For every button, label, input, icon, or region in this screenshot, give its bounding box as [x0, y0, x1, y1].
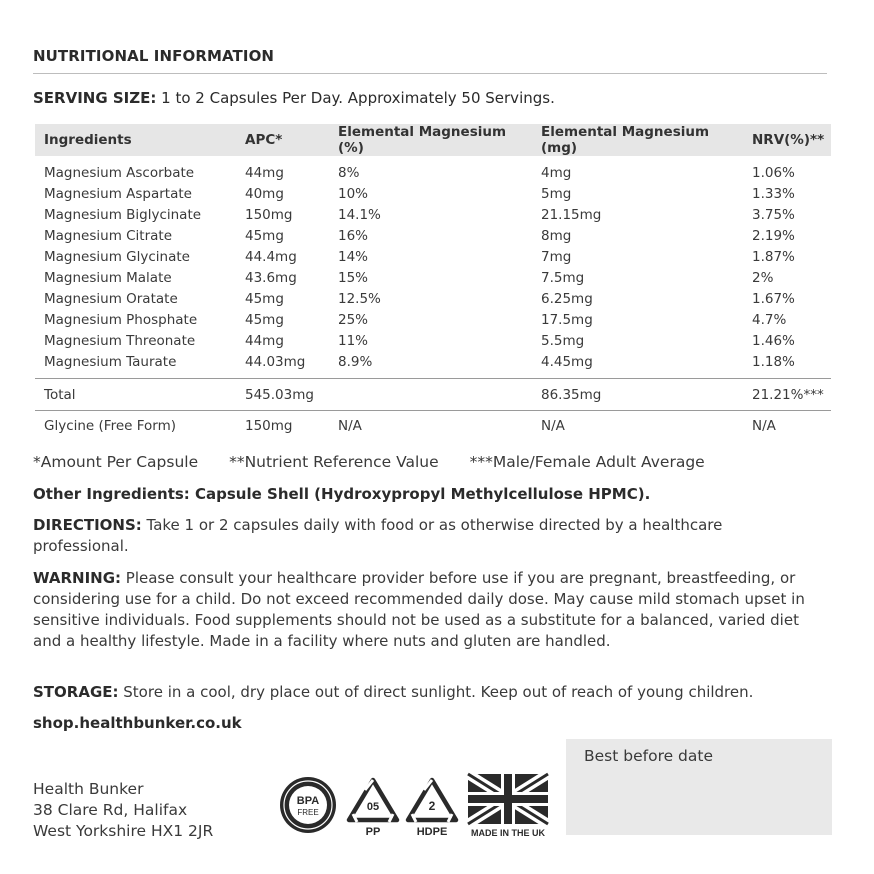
cell-elemental-mg: 17.5mg — [541, 311, 593, 328]
table-row — [35, 183, 831, 204]
hdpe-label: HDPE — [416, 826, 448, 838]
cell-elemental-mg: 21.15mg — [541, 206, 602, 223]
cell-nrv: 1.33% — [752, 185, 795, 202]
footnote-average: ***Male/Female Adult Average — [469, 453, 705, 471]
cell-elemental-percent: 8% — [338, 164, 360, 181]
footnote-nrv: **Nutrient Reference Value — [229, 453, 439, 471]
cell-nrv: 4.7% — [752, 311, 787, 328]
cell-apc: 45mg — [245, 290, 284, 307]
warning — [33, 568, 808, 652]
cell-nrv: 1.67% — [752, 290, 795, 307]
cell-total-label: Total — [35, 379, 236, 411]
cell-elemental-mg: 8mg — [541, 227, 572, 244]
cell-ingredient: Magnesium Biglycinate — [44, 206, 202, 223]
cell-ingredient: Magnesium Phosphate — [44, 311, 198, 328]
table-row — [35, 225, 831, 246]
cell-nrv: 1.18% — [752, 353, 795, 370]
directions-text: Take 1 or 2 capsules daily with food or as otherwise directed by a healthcare professional. — [33, 516, 723, 555]
directions — [33, 515, 813, 557]
table-row — [35, 309, 831, 330]
table-glycine-row — [35, 411, 831, 442]
made-in-uk-label: MADE IN THE UK — [471, 828, 545, 838]
website — [33, 713, 813, 734]
cell-nrv: 1.87% — [752, 248, 795, 265]
cell-ingredient: Magnesium Oratate — [44, 290, 178, 307]
cell-nrv: 2.19% — [752, 227, 795, 244]
table-row — [35, 330, 831, 351]
directions-label: DIRECTIONS: — [33, 516, 142, 534]
cell-elemental-mg: 7mg — [541, 248, 572, 265]
cell-ingredient: Magnesium Ascorbate — [44, 164, 195, 181]
column-header-elemental-percent: Elemental Magnesium (%) — [329, 124, 532, 156]
cell-elemental-percent: 8.9% — [338, 353, 373, 370]
cell-elemental-mg: 5.5mg — [541, 332, 585, 349]
storage-text: Store in a cool, dry place out of direct sunlight. Keep out of reach of young children. — [118, 683, 754, 701]
table-row — [35, 288, 831, 309]
cell-glycine-apc: 150mg — [236, 411, 329, 442]
serving-size — [33, 89, 555, 107]
cell-glycine-elemental-mg: N/A — [532, 411, 743, 442]
cell-glycine-nrv: N/A — [743, 411, 831, 442]
cell-elemental-mg: 4mg — [541, 164, 572, 181]
cell-elemental-mg: 4.45mg — [541, 353, 593, 370]
free-label: FREE — [297, 808, 319, 817]
cell-elemental-percent: 11% — [338, 332, 369, 349]
hdpe-code: 2 — [428, 799, 436, 813]
column-header-elemental-mg: Elemental Magnesium (mg) — [532, 124, 743, 156]
cell-elemental-mg: 6.25mg — [541, 290, 593, 307]
best-before-box — [566, 739, 832, 835]
cell-ingredient: Magnesium Taurate — [44, 353, 177, 370]
table-row — [35, 267, 831, 288]
cell-nrv: 3.75% — [752, 206, 795, 223]
nutrition-table — [35, 124, 831, 441]
cell-elemental-mg: 5mg — [541, 185, 572, 202]
cell-elemental-percent: 16% — [338, 227, 369, 244]
storage — [33, 682, 833, 703]
serving-size-text: 1 to 2 Capsules Per Day. Approximately 50 Servings. — [156, 89, 555, 107]
column-header-ingredients: Ingredients — [35, 124, 236, 156]
union-jack-icon — [465, 772, 551, 840]
cell-ingredient: Magnesium Threonate — [44, 332, 196, 349]
address-line-street: 38 Clare Rd, Halifax — [33, 801, 188, 819]
cell-apc: 43.6mg — [245, 269, 297, 286]
cell-nrv: 2% — [752, 269, 774, 286]
column-header-apc: APC* — [236, 124, 329, 156]
bpa-free-icon — [278, 775, 338, 835]
bpa-label: BPA — [296, 795, 320, 807]
cell-elemental-percent: 15% — [338, 269, 369, 286]
cell-apc: 44.03mg — [245, 353, 306, 370]
cell-glycine-label: Glycine (Free Form) — [35, 411, 236, 442]
column-header-nrv: NRV(%)** — [743, 124, 831, 156]
table-row — [35, 351, 831, 379]
table-row — [35, 204, 831, 225]
cell-ingredient: Magnesium Glycinate — [44, 248, 190, 265]
serving-size-label: SERVING SIZE: — [33, 89, 157, 107]
best-before-label: Best before date — [584, 747, 714, 765]
table-row — [35, 156, 831, 183]
address-line-company: Health Bunker — [33, 780, 144, 798]
cell-nrv: 1.46% — [752, 332, 795, 349]
footnotes — [33, 453, 731, 471]
warning-label: WARNING: — [33, 569, 122, 587]
cell-apc: 150mg — [245, 206, 293, 223]
table-row — [35, 246, 831, 267]
cell-elemental-percent: 12.5% — [338, 290, 381, 307]
cell-apc: 44.4mg — [245, 248, 297, 265]
pp-recycle-icon — [345, 776, 401, 838]
table-header-row — [35, 124, 831, 156]
cell-ingredient: Magnesium Citrate — [44, 227, 173, 244]
cell-elemental-mg: 7.5mg — [541, 269, 585, 286]
cell-apc: 44mg — [245, 332, 284, 349]
cell-total-nrv: 21.21%*** — [743, 379, 831, 411]
cell-elemental-percent: 14.1% — [338, 206, 381, 223]
cell-elemental-percent: 14% — [338, 248, 369, 265]
company-address — [33, 779, 213, 842]
website-link: shop.healthbunker.co.uk — [33, 714, 242, 732]
other-ingredients-text: Other Ingredients: Capsule Shell (Hydroxypropyl Methylcellulose HPMC). — [33, 485, 651, 503]
pp-label: PP — [365, 826, 381, 838]
cell-total-elemental-mg: 86.35mg — [532, 379, 743, 411]
cell-nrv: 1.06% — [752, 164, 795, 181]
cell-ingredient: Magnesium Malate — [44, 269, 172, 286]
cell-ingredient: Magnesium Aspartate — [44, 185, 192, 202]
warning-text: Please consult your healthcare provider before use if you are pregnant, breastfeeding, or considering use for a child. Do not exceed recommended daily dose. May cause mild stomach upset in sensitive individuals. Food supplements should not be used as a substitute for a balanced, varied diet and a healthy lifestyle. Made in a facility where nuts and gluten are handled. — [33, 569, 805, 650]
other-ingredients — [33, 484, 813, 505]
address-line-region: West Yorkshire HX1 2JR — [33, 822, 214, 840]
cell-elemental-percent: 10% — [338, 185, 369, 202]
hdpe-recycle-icon — [404, 776, 460, 838]
cell-elemental-percent: 25% — [338, 311, 369, 328]
cell-total-elemental-percent — [329, 379, 532, 411]
table-total-row — [35, 379, 831, 411]
page-title: NUTRITIONAL INFORMATION — [33, 47, 827, 74]
storage-label: STORAGE: — [33, 683, 119, 701]
cell-apc: 44mg — [245, 164, 284, 181]
cell-apc: 45mg — [245, 227, 284, 244]
cell-apc: 45mg — [245, 311, 284, 328]
footnote-apc: *Amount Per Capsule — [33, 453, 199, 471]
cell-apc: 40mg — [245, 185, 284, 202]
cell-total-apc: 545.03mg — [236, 379, 329, 411]
cell-glycine-elemental-percent: N/A — [329, 411, 532, 442]
pp-code: 05 — [366, 801, 380, 813]
